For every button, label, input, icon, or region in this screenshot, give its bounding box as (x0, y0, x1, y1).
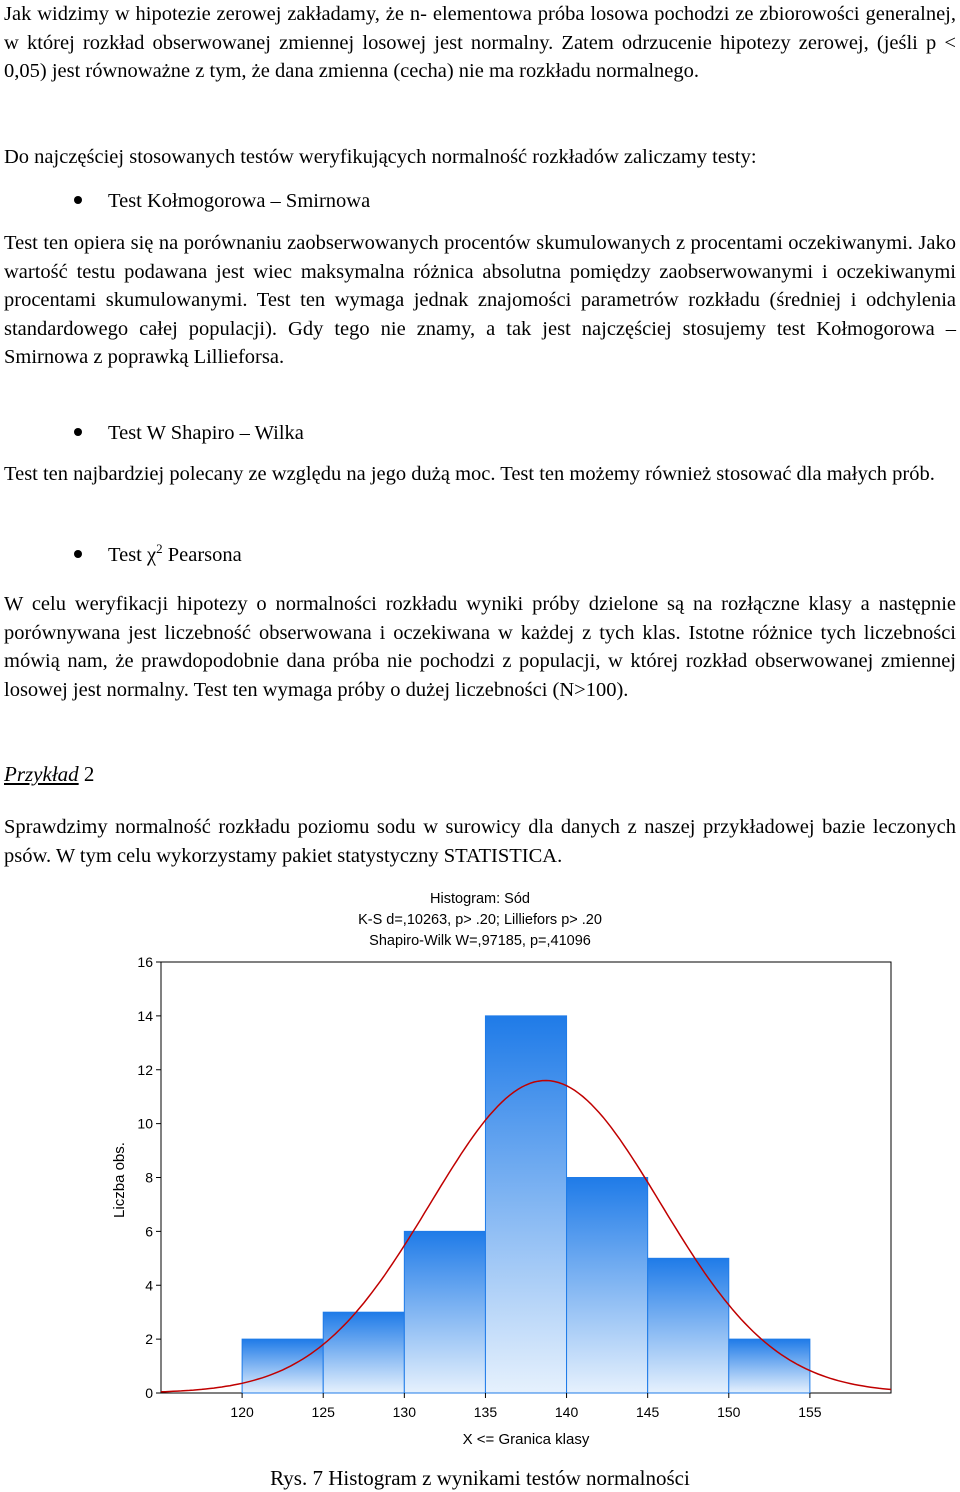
y-tick-label: 2 (145, 1331, 153, 1348)
histogram-bar (485, 1016, 566, 1393)
example-description-paragraph: Sprawdzimy normalność rozkładu poziomu sodu w surowicy dla danych z naszej przykładowej bazie leczonych psów. W tym celu wykorzystamy pakiet statystyczny STATISTICA. (4, 816, 956, 867)
bullet-chi-prefix: Test (108, 543, 147, 566)
example-heading (4, 760, 94, 788)
chi-superscript: 2 (156, 541, 163, 556)
x-tick-label: 135 (473, 1404, 498, 1420)
chart-subtitle-ks: K-S d=,10263, p> .20; Lilliefors p> .20 (358, 912, 602, 928)
y-tick-label: 12 (137, 1061, 153, 1078)
bullet-chi (74, 535, 242, 569)
chi-symbol: χ (147, 543, 157, 566)
x-tick-label: 155 (798, 1404, 822, 1420)
x-tick-label: 145 (635, 1404, 660, 1420)
bullet-ks (74, 187, 370, 215)
histogram-bar (567, 1178, 648, 1394)
y-tick-label: 10 (137, 1115, 153, 1132)
chi-description-paragraph: W celu weryfikacji hipotezy o normalności rozkładu wyniki próby dzielone są na rozłączne klasy a następnie porównywana jest liczebność obserwowana i oczekiwana w każdej z tych klas. Istotne różnice tych liczebności mówią nam, że prawdopodobnie dana próba nie pochodzi z populacji, w której rozkład obserwowanej zmiennej losowej jest normalny. Test ten wymaga próby o dużej liczebności (N>100). (4, 593, 956, 701)
y-tick-label: 14 (137, 1007, 153, 1024)
bullet-dot-icon (74, 550, 82, 558)
histogram-bar (404, 1231, 485, 1393)
x-tick-label: 125 (311, 1404, 335, 1420)
x-tick-label: 140 (554, 1404, 579, 1420)
x-axis-label: X <= Granica klasy (462, 1431, 590, 1448)
bullet-dot-icon (74, 196, 82, 204)
y-axis-label: Liczba obs. (111, 1142, 128, 1218)
y-tick-label: 0 (145, 1385, 153, 1401)
x-tick-label: 130 (392, 1404, 417, 1420)
histogram-bar (648, 1258, 729, 1393)
histogram-chart (0, 880, 960, 1460)
chart-title: Histogram: Sód (430, 891, 530, 907)
y-tick-label: 6 (145, 1223, 153, 1240)
y-tick-label: 4 (145, 1277, 153, 1294)
example-heading-label: Przykład (4, 762, 79, 786)
y-tick-label: 16 (137, 954, 153, 970)
x-tick-label: 150 (717, 1404, 741, 1420)
sw-description-paragraph: Test ten najbardziej polecany ze względu na jego dużą moc. Test ten możemy również stosować dla małych prób. (4, 463, 935, 485)
bullet-sw (74, 419, 304, 447)
histogram-bar (323, 1312, 404, 1393)
bullet-chi-suffix: Pearsona (162, 543, 242, 566)
chart-subtitle-sw: Shapiro-Wilk W=,97185, p=,41096 (369, 933, 591, 949)
bullet-dot-icon (74, 428, 82, 436)
figure-caption: Rys. 7 Histogram z wynikami testów normalności (270, 1466, 690, 1490)
example-heading-number: 2 (78, 762, 95, 786)
ks-description-paragraph: Test ten opiera się na porównaniu zaobserwowanych procentów skumulowanych z procentami oczekiwanymi. Jako wartość testu podawana jest wiec maksymalna różnica absolutna pomiędzy zaobserwowanymi i oczekiwanymi procentami skumulowanymi. Test ten wymaga jednak znajomości parametrów rozkładu (średniej i odchylenia standardowego całej populacji). Gdy tego nie znamy, a tak jest najczęściej stosujemy test Kołmogorowa – Smirnowa z poprawką Lillieforsa. (4, 232, 956, 369)
bullet-ks-label: Test Kołmogorowa – Smirnowa (108, 190, 371, 212)
histogram-bar (729, 1339, 810, 1393)
histogram-svg (0, 880, 960, 1460)
intro-paragraph: Jak widzimy w hipotezie zerowej zakładamy, że n- elementowa próba losowa pochodzi ze zbiorowości generalnej, w której rozkład obserwowanej zmiennej losowej jest normalny. Zatem odrzucenie hipotezy zerowej, (jeśli p < 0,05) jest równoważne z tym, że dana zmienna (cecha) nie ma rozkładu normalnego. (4, 3, 956, 83)
y-tick-label: 8 (145, 1169, 153, 1186)
tests-intro-paragraph: Do najczęściej stosowanych testów weryfikujących normalność rozkładów zaliczamy testy: (4, 146, 757, 168)
bullet-sw-label: Test W Shapiro – Wilka (108, 422, 304, 444)
histogram-bar (242, 1339, 323, 1393)
x-tick-label: 120 (230, 1404, 254, 1420)
